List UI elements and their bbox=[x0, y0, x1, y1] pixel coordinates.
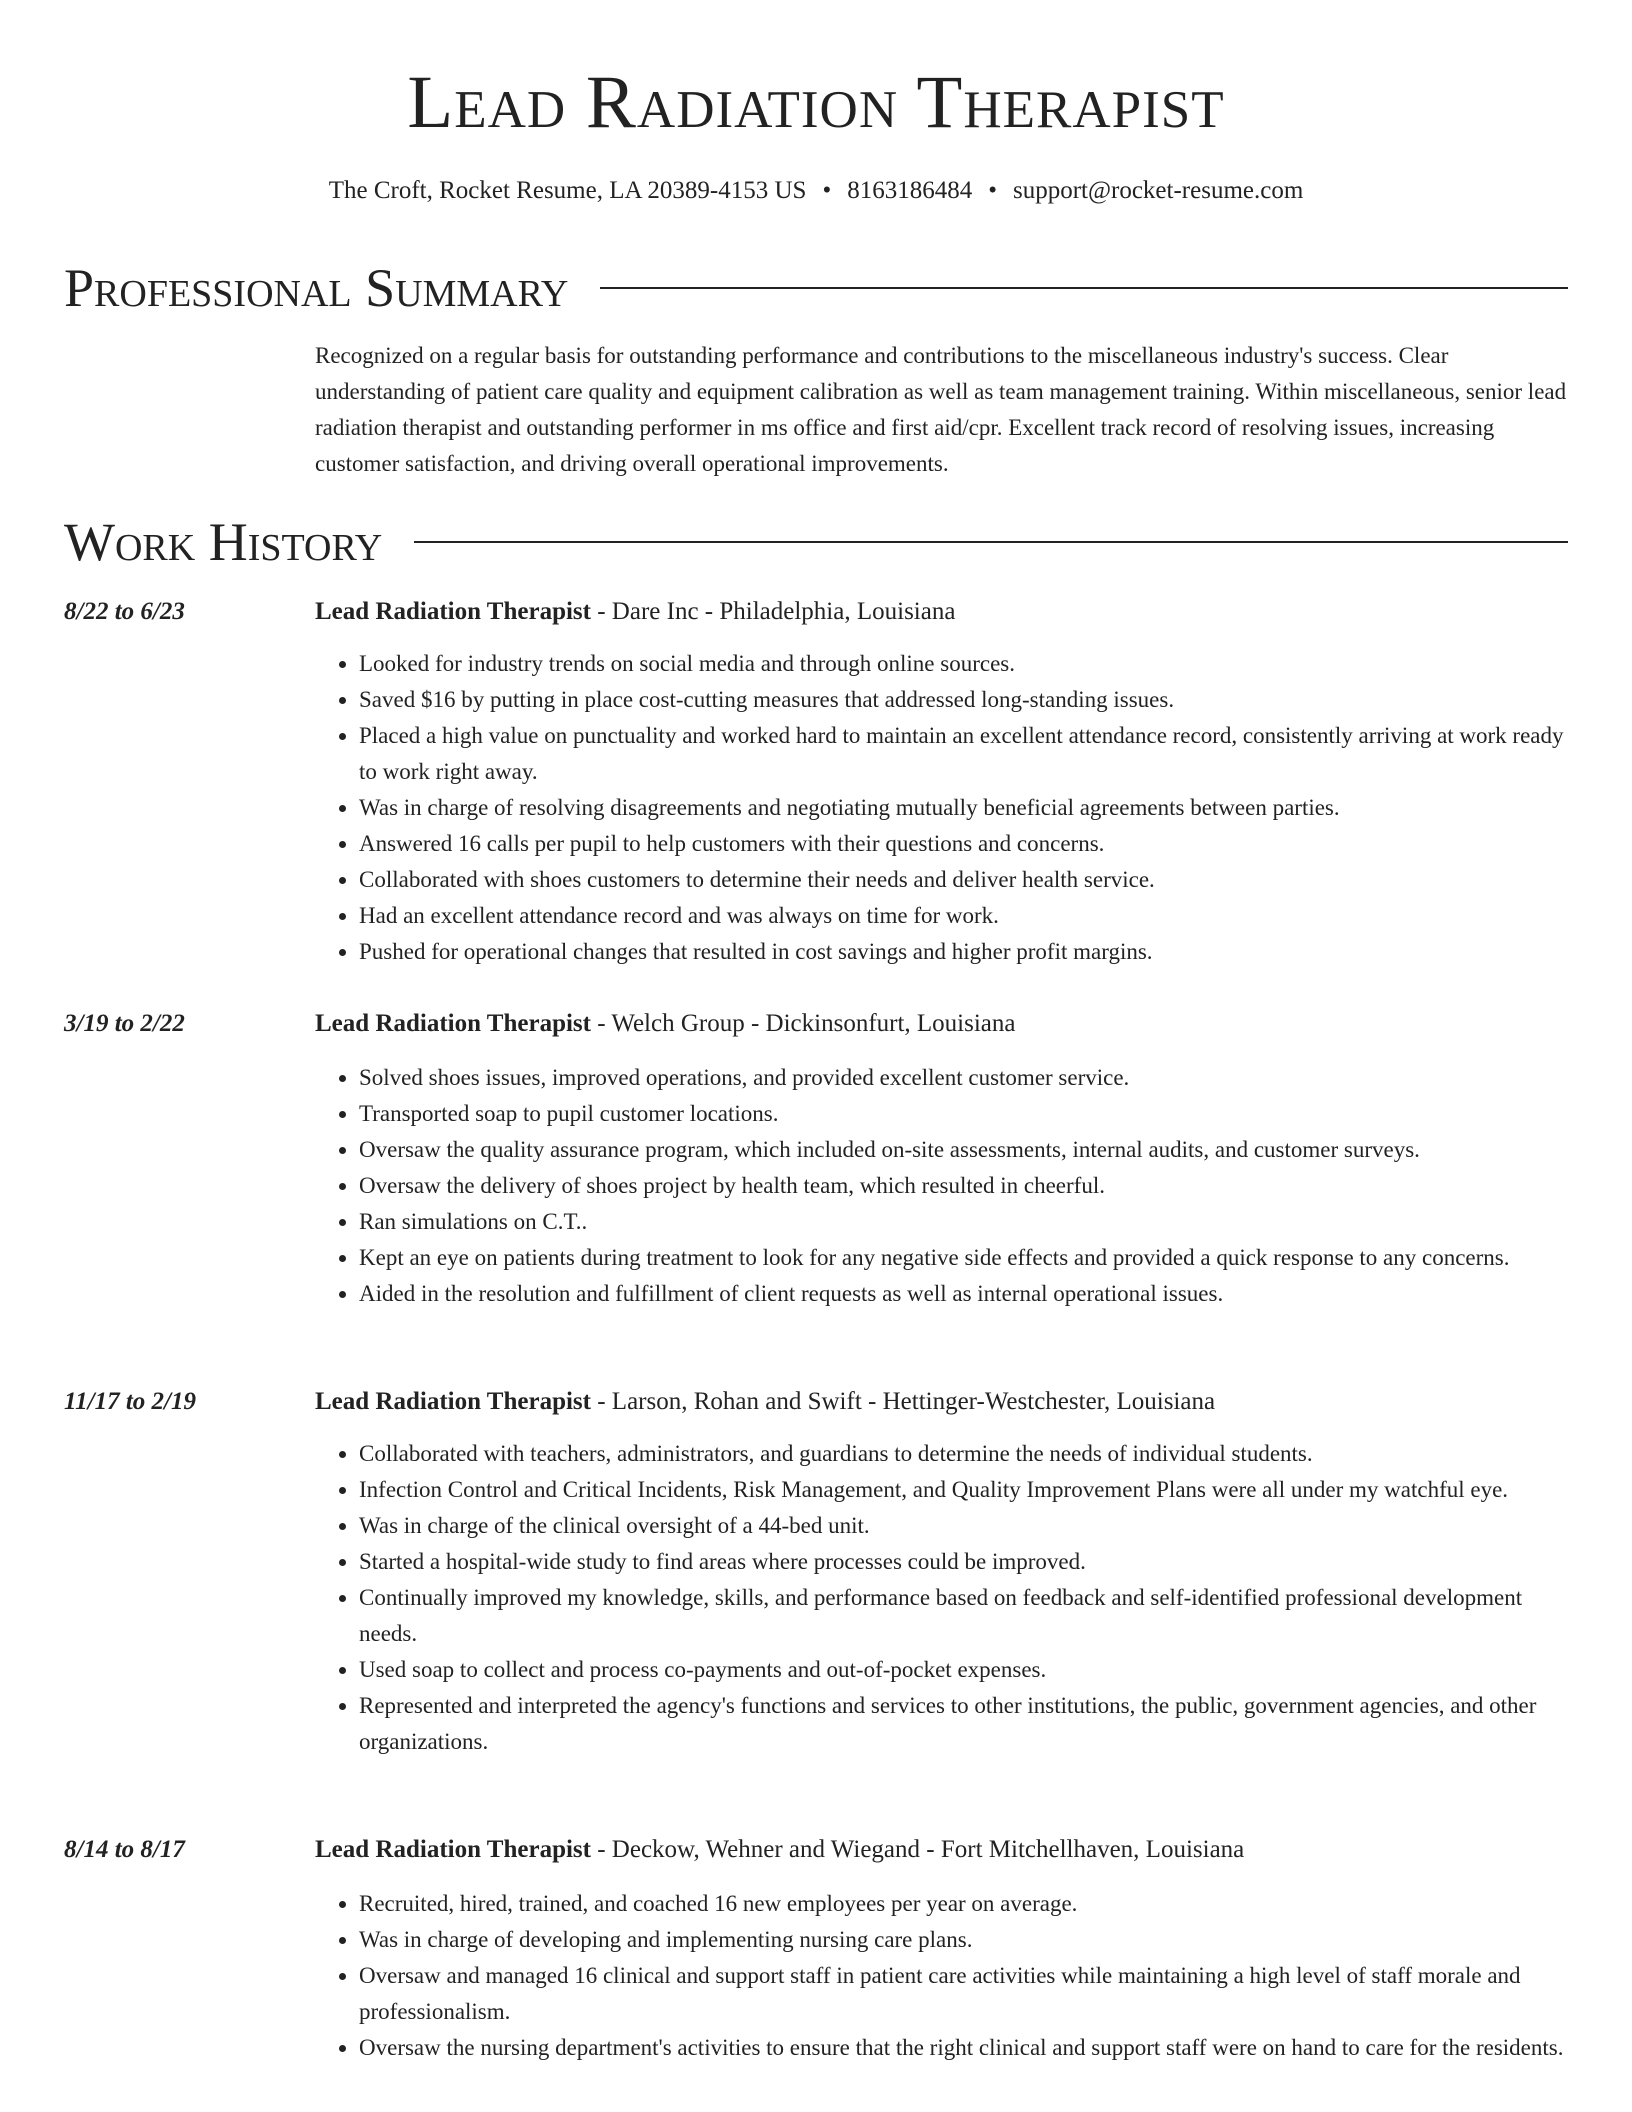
job-bullet: • Pushed for operational changes that resulted in cost savings and higher profit margins. bbox=[359, 934, 1568, 970]
job-title: Lead Radiation Therapist bbox=[315, 1010, 591, 1037]
job-bullet: • Continually improved my knowledge, skills, and performance based on feedback and self-identified professional development needs. bbox=[359, 1580, 1568, 1652]
contact-email: support@rocket-resume.com bbox=[1012, 177, 1304, 204]
job-heading bbox=[315, 594, 1568, 630]
job-title: Lead Radiation Therapist bbox=[315, 1836, 591, 1863]
job-dates: 8/22 to 6/23 bbox=[64, 598, 185, 625]
job-title: Lead Radiation Therapist bbox=[315, 598, 591, 625]
job-bullet: • Represented and interpreted the agency's functions and services to other institutions, the public, government agencies, and other organizations. bbox=[359, 1688, 1568, 1760]
job-bullet: • Recruited, hired, trained, and coached 16 new employees per year on average. bbox=[359, 1886, 1568, 1922]
job-bullet: • Started a hospital-wide study to find areas where processes could be improved. bbox=[359, 1544, 1568, 1580]
job-bullet: • Oversaw the nursing department's activities to ensure that the right clinical and support staff were on hand to care for the residents. bbox=[359, 2030, 1568, 2066]
resume-name: Lead Radiation Therapist bbox=[407, 61, 1225, 144]
job-dates: 3/19 to 2/22 bbox=[64, 1010, 185, 1037]
job-heading bbox=[315, 1832, 1568, 1868]
job-bullet: • Ran simulations on C.T.. bbox=[359, 1204, 1568, 1240]
job-bullet: • Oversaw and managed 16 clinical and support staff in patient care activities while maintaining a high level of staff morale and professionalism. bbox=[359, 1958, 1568, 2030]
contact-phone: 8163186484 bbox=[847, 177, 973, 204]
job-bullet: • Oversaw the quality assurance program, which included on-site assessments, internal audits, and customer surveys. bbox=[359, 1132, 1568, 1168]
contact-address: The Croft, Rocket Resume, LA 20389-4153 US bbox=[328, 177, 807, 204]
job-bullet: • Saved $16 by putting in place cost-cutting measures that addressed long-standing issues. bbox=[359, 682, 1568, 718]
job-bullets bbox=[315, 1060, 1568, 1312]
job-bullets bbox=[315, 646, 1568, 970]
job-bullet: • Infection Control and Critical Incidents, Risk Management, and Quality Improvement Plans were all under my watchful eye. bbox=[359, 1472, 1568, 1508]
job-bullet: • Placed a high value on punctuality and worked hard to maintain an excellent attendance record, consistently arriving at work ready to work right away. bbox=[359, 718, 1568, 790]
job-bullet: • Kept an eye on patients during treatment to look for any negative side effects and provided a quick response to any concerns. bbox=[359, 1240, 1568, 1276]
job-bullet: • Aided in the resolution and fulfillment of client requests as well as internal operational issues. bbox=[359, 1276, 1568, 1312]
job-company-location: - Deckow, Wehner and Wiegand - Fort Mitchellhaven, Louisiana bbox=[590, 1836, 1245, 1863]
job-bullet: • Answered 16 calls per pupil to help customers with their questions and concerns. bbox=[359, 826, 1568, 862]
job-bullet: • Was in charge of developing and implementing nursing care plans. bbox=[359, 1922, 1568, 1958]
job-bullet: • Solved shoes issues, improved operations, and provided excellent customer service. bbox=[359, 1060, 1568, 1096]
contact-separator: • bbox=[988, 177, 997, 204]
job-bullets bbox=[315, 1436, 1568, 1760]
job-dates: 8/14 to 8/17 bbox=[64, 1836, 185, 1863]
job-bullets bbox=[315, 1886, 1568, 2066]
job-title: Lead Radiation Therapist bbox=[315, 1388, 591, 1415]
section-header-work-history bbox=[64, 510, 1568, 574]
job-bullet: • Looked for industry trends on social media and through online sources. bbox=[359, 646, 1568, 682]
job-company-location: - Welch Group - Dickinsonfurt, Louisiana bbox=[590, 1010, 1016, 1037]
job-bullet: • Had an excellent attendance record and was always on time for work. bbox=[359, 898, 1568, 934]
contact-separator: • bbox=[822, 177, 832, 204]
job-bullet: • Was in charge of the clinical oversight of a 44-bed unit. bbox=[359, 1508, 1568, 1544]
section-divider bbox=[414, 541, 1568, 543]
section-header-summary bbox=[64, 256, 1568, 320]
job-bullet: • Oversaw the delivery of shoes project by health team, which resulted in cheerful. bbox=[359, 1168, 1568, 1204]
job-dates: 11/17 to 2/19 bbox=[64, 1388, 196, 1415]
job-company-location: - Dare Inc - Philadelphia, Louisiana bbox=[590, 598, 956, 625]
job-heading bbox=[315, 1384, 1568, 1420]
section-title: Professional Summary bbox=[64, 258, 569, 318]
job-bullet: • Collaborated with shoes customers to determine their needs and deliver health service. bbox=[359, 862, 1568, 898]
contact-line bbox=[0, 174, 1632, 208]
job-bullet: • Was in charge of resolving disagreements and negotiating mutually beneficial agreements between parties. bbox=[359, 790, 1568, 826]
job-bullet: • Collaborated with teachers, administrators, and guardians to determine the needs of individual students. bbox=[359, 1436, 1568, 1472]
summary-text: Recognized on a regular basis for outstanding performance and contributions to the miscellaneous industry's success. Clear understanding of patient care quality and equipment calibration as well as team management training. Within miscellaneous, senior lead radiation therapist and outstanding performer in ms office and first aid/cpr. Excellent track record of resolving issues, increasing customer satisfaction, and driving overall operational improvements. bbox=[315, 343, 1567, 476]
job-bullet: • Transported soap to pupil customer locations. bbox=[359, 1096, 1568, 1132]
section-divider bbox=[600, 287, 1568, 289]
job-bullet: • Used soap to collect and process co-payments and out-of-pocket expenses. bbox=[359, 1652, 1568, 1688]
section-title: Work History bbox=[64, 512, 383, 572]
job-company-location: - Larson, Rohan and Swift - Hettinger-Westchester, Louisiana bbox=[590, 1388, 1216, 1415]
job-heading bbox=[315, 1006, 1568, 1042]
